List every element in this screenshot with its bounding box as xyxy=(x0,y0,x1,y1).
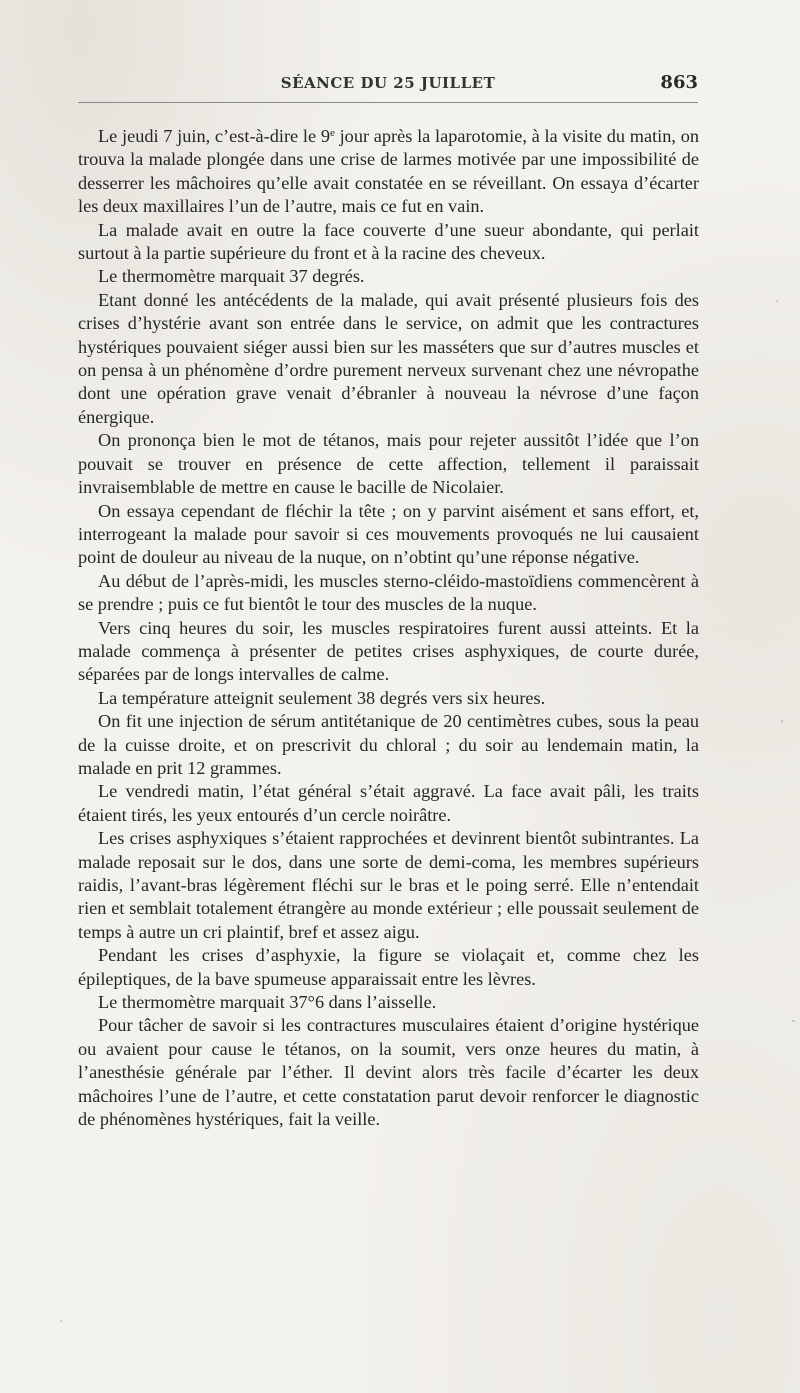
paragraph: Le thermomètre marquait 37°6 dans l’aisselle. xyxy=(98,992,437,1013)
paragraph: Le vendredi matin, l’état général s’était aggravé. La face avait pâli, les traits étaient tirés, les yeux entourés d’un cercle noirâtre. xyxy=(78,781,699,825)
body-text xyxy=(78,125,699,1131)
paragraph: On fit une injection de sérum antitétanique de 20 centimètres cubes, sous la peau de la cuisse droite, et on prescrivit du chloral ; du soir au lendemain matin, la malade en prit 12 grammes. xyxy=(78,711,699,778)
paragraph: Au début de l’après-midi, les muscles sterno-cléido-mastoïdiens commencèrent à se prendre ; puis ce fut bientôt le tour des muscles de la nuque. xyxy=(78,570,699,615)
paragraph: On prononça bien le mot de tétanos, mais pour rejeter aussitôt l’idée que l’on pouvait se trouver en présence de cette affection, tellement il paraissait invraisemblable de mettre en cause le bacille de Nicolaier. xyxy=(78,430,699,498)
running-head xyxy=(78,70,698,96)
paragraph: Vers cinq heures du soir, les muscles respiratoires furent aussi atteints. Et la malade commença à présenter de petites crises asphyxiques, de courte durée, séparées par de longs intervalles de calme. xyxy=(78,617,699,685)
paragraph-text: jour après la laparotomie, à la visite du matin, on trouva la malade plongée dans une crise de larmes motivée par une impossibilité de desserrer les mâchoires qu’elle avait constatée en se réveillant. On essaya d’écarter les deux maxillaires l’un de l’autre, mais ce fut en vain. xyxy=(78,126,699,217)
paragraph: Le thermomètre marquait 37 degrés. xyxy=(98,266,365,287)
paragraph: Etant donné les antécédents de la malade, qui avait présenté plusieurs fois des crises d’hystérie avant son entrée dans le service, on admit que les contractures hystériques pouvaient siéger aussi bien sur les masséters que sur d’autres muscles et on pensa à un phénomène d’ordre purement nerveux survenant chez une névropathe dont une opération grave venait d’ébranler à nouveau la névrose d’une façon énergique. xyxy=(78,289,699,427)
paragraph: La malade avait en outre la face couverte d’une sueur abondante, qui perlait surtout à la partie supérieure du front et à la racine des cheveux. xyxy=(78,219,699,264)
paper-speck xyxy=(776,300,778,302)
paragraph xyxy=(78,125,699,219)
paragraph: Pendant les crises d’asphyxie, la figure se violaçait et, comme chez les épileptiques, de la bave spumeuse apparaissait entre les lèvres. xyxy=(78,945,699,989)
paper-speck xyxy=(60,1320,62,1322)
running-title: SÉANCE DU 25 JUILLET xyxy=(280,74,496,92)
paragraph: La température atteignit seulement 38 degrés vers six heures. xyxy=(98,687,546,708)
paper-speck xyxy=(792,1020,795,1022)
paper-speck xyxy=(781,720,783,723)
header-rule xyxy=(78,102,698,103)
paragraph: Les crises asphyxiques s’étaient rapprochées et devinrent bientôt subintrantes. La malade reposait sur le dos, dans une sorte de demi-coma, les membres supérieurs raidis, l’avant-bras légèrement fléchi sur le bras et le poing serré. Elle n’entendait rien et semblait totalement étrangère au monde extérieur ; elle poussait seulement de temps à autre un cri plaintif, bref et assez aigu. xyxy=(78,828,699,942)
paragraph: On essaya cependant de fléchir la tête ; on y parvint aisément et sans effort, et, interrogeant la malade pour savoir si ces mouvements provoqués ne lui causaient point de douleur au niveau de la nuque, on n’obtint qu’une réponse négative. xyxy=(78,500,699,568)
paragraph-text: Le jeudi 7 juin, c’est-à-dire le 9 xyxy=(98,126,330,146)
page-number: 863 xyxy=(660,72,698,93)
paragraph: Pour tâcher de savoir si les contractures musculaires étaient d’origine hystérique ou avaient pour cause le tétanos, on la soumit, vers onze heures du matin, à l’anesthésie générale par l’éther. Il devint alors très facile d’écarter les deux mâchoires l’une de l’autre, et cette constatation parut devoir renforcer le diagnostic de phénomènes hystériques, fait la veille. xyxy=(78,1015,699,1130)
ordinal-superscript: e xyxy=(329,127,335,139)
